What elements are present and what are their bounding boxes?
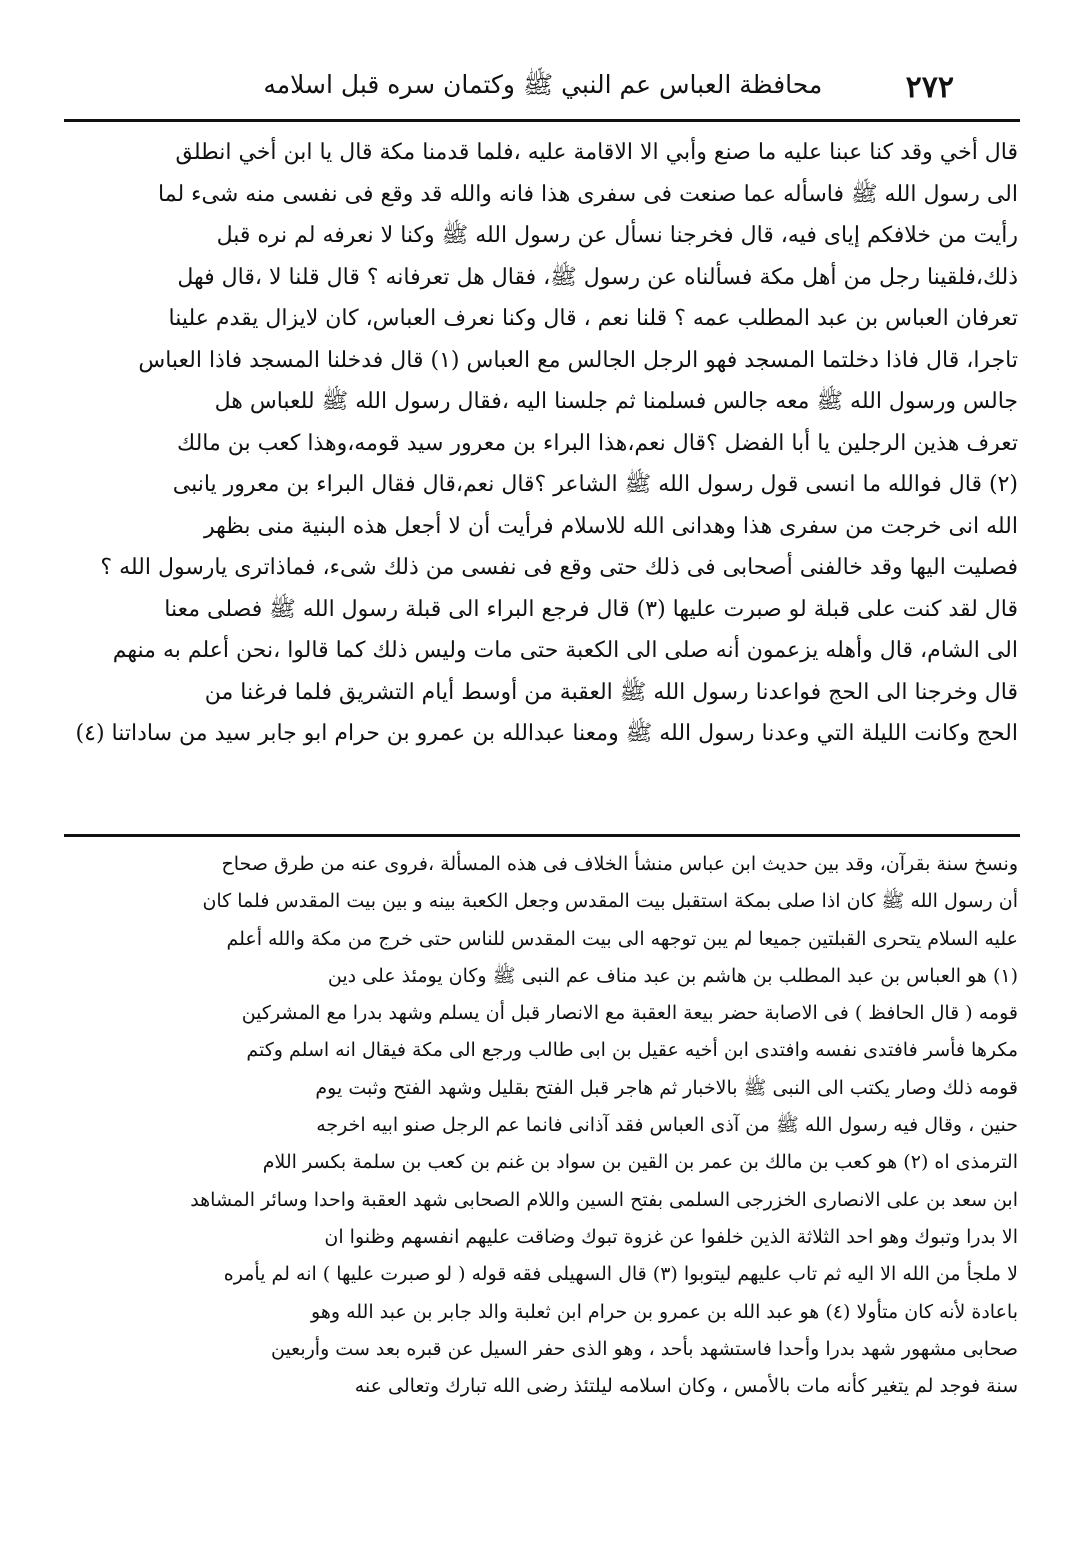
footnote-line: قومه ( قال الحافظ ) فى الاصابة حضر بيعة العقبة مع الانصار قبل أن يسلم وشهد بدرا مع المشركين (241, 1002, 1018, 1025)
main-text-line: الله انى خرجت من سفرى هذا وهدانى الله للاسلام فرأيت أن لا أجعل هذه البنية منى بظهر (204, 513, 1018, 539)
footnote-line: لا ملجأ من الله الا اليه ثم تاب عليهم ليتوبوا (٣) قال السهيلى فقه قوله ( لو صبرت عليها ) انه لم يأمره (223, 1263, 1018, 1286)
main-text-line: الى الشام، قال وأهله يزعمون أنه صلى الى الكعبة حتى مات وليس ذلك كما قالوا ،نحن أعلم به منهم (112, 638, 1018, 663)
main-text-line: فصليت اليها وقد خالفنى أصحابى فى ذلك حتى وقع فى نفسى من ذلك شىء، فماذاترى يارسول الله ؟ (100, 555, 1018, 580)
main-text-line: تعرف هذين الرجلين يا أبا الفضل ؟قال نعم،هذا البراء بن معرور سيد قومه،وهذا كعب بن مالك (177, 430, 1018, 456)
header-rule (64, 119, 1020, 122)
footnote-line: عليه السلام يتحرى القبلتين جميعا لم يبن توجهه الى بيت المقدس للناس حتى خرج من مكة والله أعلم (226, 927, 1018, 950)
footnote-line: حنين ، وقال فيه رسول الله ﷺ من آذى العباس فقد آذانى فانما عم الرجل صنو ابيه اخرجه (316, 1114, 1018, 1137)
main-text-line: الى رسول الله ﷺ فاسأله عما صنعت فى سفرى هذا فانه والله قد وقع فى نفسى منه شىء لما (158, 181, 1018, 207)
main-text-line: الحج وكانت الليلة التي وعدنا رسول الله ﷺ ومعنا عبدالله بن عمرو بن حرام ابو جابر سيد من ساداتنا (٤) (75, 721, 1018, 746)
main-text-block (66, 132, 1018, 755)
main-text-line: قال أخي وقد كنا عبنا عليه ما صنع وأبي الا الاقامة عليه ،فلما قدمنا مكة قال يا ابن أخي انطلق (175, 140, 1018, 165)
page-header (180, 62, 954, 112)
footnote-line: ابن سعد بن على الانصارى الخزرجى السلمى بفتح السين واللام الصحابى شهد العقبة واحدا وسائر المشاهد (190, 1188, 1018, 1211)
footnote-line: سنة فوجد لم يتغير كأنه مات بالأمس ، وكان اسلامه ليلتئذ رضى الله تبارك وتعالى عنه (354, 1375, 1018, 1398)
main-text-line: ذلك،فلقينا رجل من أهل مكة فسألناه عن رسول ﷺ، فقال هل تعرفانه ؟ قال قلنا لا ،قال فهل (177, 264, 1018, 290)
main-text-line: تاجرا، قال فاذا دخلتما المسجد فهو الرجل الجالس مع العباس (١) قال فدخلنا المسجد فاذا العباس (138, 347, 1018, 373)
main-text-line: قال وخرجنا الى الحج فواعدنا رسول الله ﷺ العقبة من أوسط أيام التشريق فلما فرغنا من (204, 679, 1018, 705)
main-text-line: تعرفان العباس بن عبد المطلب عمه ؟ قلنا نعم ، قال وكنا نعرف العباس، كان لايزال يقدم علينا (168, 306, 1018, 331)
footnote-line: (١) هو العباس بن عبد المطلب بن هاشم بن عبد مناف عم النبى ﷺ وكان يومئذ على دين (327, 964, 1018, 987)
footnote-line: الا بدرا وتبوك وهو احد الثلاثة الذين خلفوا عن غزوة تبوك وضاقت عليهم انفسهم وظنوا ان (324, 1225, 1018, 1248)
footnotes-block (66, 846, 1018, 1405)
footnote-line: أن رسول الله ﷺ كان اذا صلى بمكة استقبل بيت المقدس وجعل الكعبة بينه و بين بيت المقدس فلما كان (202, 890, 1018, 913)
main-text-line: (٢) قال فوالله ما انسى قول رسول الله ﷺ الشاعر ؟قال نعم،قال فقال البراء بن معرور يانبى (172, 472, 1018, 497)
footnote-line: قومه ذلك وصار يكتب الى النبى ﷺ بالاخبار ثم هاجر قبل الفتح بقليل وشهد الفتح وثبت يوم (315, 1076, 1018, 1099)
main-text-line: جالس ورسول الله ﷺ معه جالس فسلمنا ثم جلسنا اليه ،فقال رسول الله ﷺ للعباس هل (214, 389, 1018, 414)
footnote-separator-rule (64, 834, 1020, 837)
running-title: محافظة العباس عم النبي ﷺ وكتمان سره قبل اسلامه (263, 69, 823, 99)
page-number: ٢٧٢ (905, 69, 954, 105)
footnote-line: ونسخ سنة بقرآن، وقد بين حديث ابن عباس منشأ الخلاف فى هذه المسألة ،فروى عنه من طرق صحاح (221, 853, 1018, 875)
footnote-line: باعادة لأنه كان متأولا (٤) هو عبد الله بن عمرو بن حرام ابن ثعلبة والد جابر بن عبد الله وهو (311, 1300, 1018, 1323)
main-text-line: قال لقد كنت على قبلة لو صبرت عليها (٣) قال فرجع البراء الى قبلة رسول الله ﷺ فصلى معنا (164, 596, 1018, 622)
footnote-line: الترمذى اه (٢) هو كعب بن مالك بن عمر بن القين بن سواد بن غنم بن كعب بن سلمة بكسر اللام (262, 1151, 1018, 1174)
footnote-line: مكرها فأسر فافتدى نفسه وافتدى ابن أخيه عقيل بن ابى طالب ورجع الى مكة فيقال انه اسلم وكتم (246, 1039, 1018, 1062)
main-text-line: رأيت من خلافكم إياى فيه، قال فخرجنا نسأل عن رسول الله ﷺ وكنا لا نعرفه لم نره قبل (216, 223, 1018, 248)
footnote-line: صحابى مشهور شهد بدرا وأحدا فاستشهد بأحد ، وهو الذى حفر السيل عن قبره بعد ست وأربعين (270, 1337, 1018, 1360)
